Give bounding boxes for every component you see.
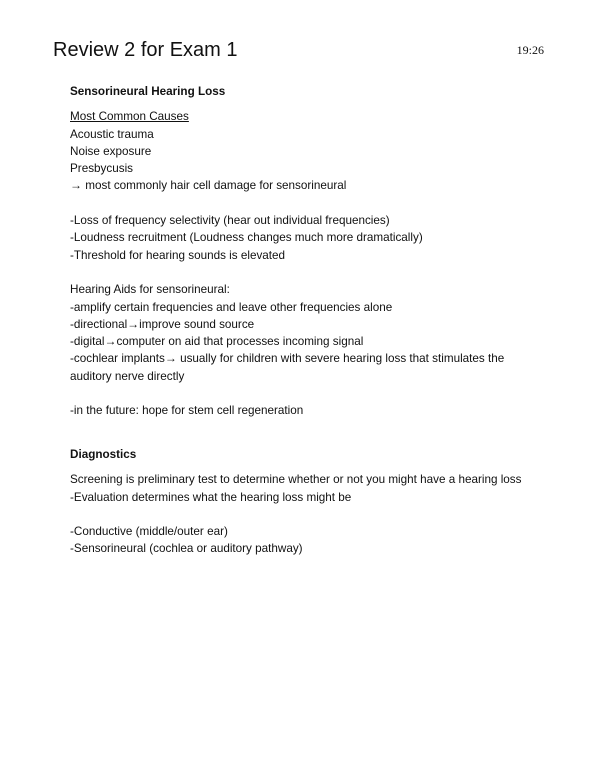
effect-item: -Loudness recruitment (Loudness changes much more dramatically) (70, 231, 423, 245)
page-time: 19:26 (516, 43, 544, 57)
notes-content (70, 83, 540, 558)
aid-cochlear (70, 350, 540, 385)
aid-cochlear-desc: usually for children with severe hearing loss that stimulates the auditory nerve directly (70, 352, 505, 383)
aids-heading: Hearing Aids for sensorineural: (70, 283, 230, 297)
evaluation-text: -Evaluation determines what the hearing loss might be (70, 490, 352, 504)
aid-digital (70, 333, 540, 350)
cause-item: Presbycusis (70, 162, 134, 176)
right-arrow-icon: → (70, 178, 82, 193)
causes-note-line (70, 177, 540, 194)
screening-text: Screening is preliminary test to determine whether or not you might have a hearing loss (70, 473, 522, 487)
right-arrow-icon: → (104, 334, 117, 349)
aid-amplify: -amplify certain frequencies and leave other frequencies alone (70, 300, 393, 314)
right-arrow-icon: → (164, 351, 177, 366)
loss-type-item: -Sensorineural (cochlea or auditory pathway) (70, 542, 303, 556)
aid-digital-desc: computer on aid that processes incoming signal (116, 335, 364, 349)
cause-item: Acoustic trauma (70, 127, 154, 141)
aid-cochlear-term: -cochlear implants (70, 352, 165, 366)
loss-type-item: -Conductive (middle/outer ear) (70, 525, 228, 539)
right-arrow-icon: → (127, 316, 140, 331)
future-note: -in the future: hope for stem cell regeneration (70, 404, 304, 418)
aid-directional (70, 316, 540, 333)
effect-item: -Threshold for hearing sounds is elevated (70, 248, 286, 262)
effect-item: -Loss of frequency selectivity (hear out individual frequencies) (70, 214, 390, 228)
page-title: Review 2 for Exam 1 (53, 39, 238, 61)
aid-digital-term: -digital (70, 335, 105, 349)
aid-directional-term: -directional (70, 317, 128, 331)
section-heading-diagnostics: Diagnostics (70, 447, 137, 461)
cause-item: Noise exposure (70, 144, 152, 158)
section-heading-sensorineural: Sensorineural Hearing Loss (70, 85, 226, 98)
aid-directional-desc: improve sound source (139, 317, 255, 331)
causes-heading: Most Common Causes (70, 110, 189, 124)
causes-note: most commonly hair cell damage for sensorineural (85, 179, 347, 193)
